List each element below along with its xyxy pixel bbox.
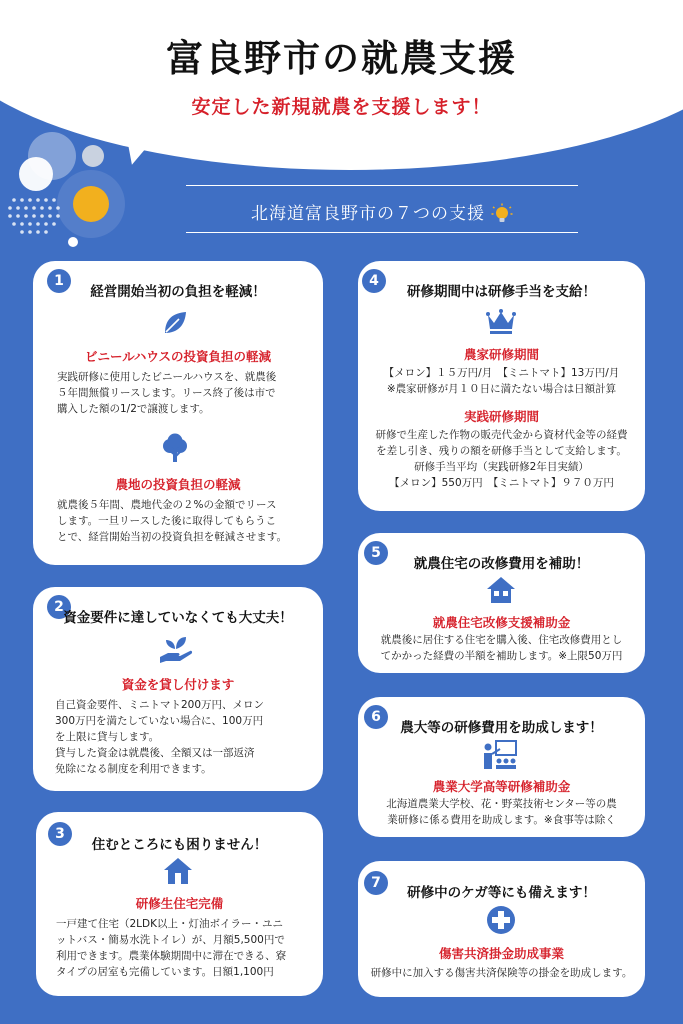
- body-line: てかかった経費の半額を補助します。※上限50万円: [380, 650, 623, 662]
- tree-icon: [160, 433, 190, 465]
- page-title: 富良野市の就農支援: [166, 37, 517, 80]
- body-line: 貸与した資金は就農後、全額又は一部返済: [55, 747, 255, 759]
- card-title: 就農住宅の改修費用を補助！: [413, 556, 590, 572]
- body-line: 利用できます。農業体験期間中に滞在できる、寮: [56, 950, 287, 962]
- body-line: ５年間無償リースします。リース終了後は市で: [57, 387, 276, 399]
- body-line: 一戸建て住宅（2LDK以上・灯油ボイラー・ユニ: [56, 918, 284, 930]
- card-body: [362, 796, 641, 828]
- body-line: タイプの居室も完備しています。日額1,100円: [56, 966, 274, 978]
- section-heading: [186, 199, 578, 225]
- body-line: 【メロン】550万円 【ミニトマト】９７０万円: [389, 477, 614, 489]
- body-line: ットバス・簡易水洗トイレ）が、月額5,500円で: [56, 934, 285, 946]
- lecture-icon: [482, 739, 518, 771]
- body-line: とで、経営開始当初の投資負担を軽減させます。: [57, 531, 287, 543]
- body-line: 研修中に加入する傷害共済保険等の掛金を助成します。: [370, 967, 633, 979]
- body-line: 就農後５年間、農地代金の２%の金額でリース: [57, 499, 277, 511]
- body-line: ※農家研修が月１０日に満たない場合は日額計算: [386, 383, 617, 395]
- body-line: 業研修に係る費用を助成します。※食事等は除く: [387, 814, 616, 826]
- card-number-badge: 4: [362, 269, 386, 293]
- heading-line-top: [186, 185, 578, 186]
- body-line: 実践研修に使用したビニールハウスを、就農後: [57, 371, 277, 383]
- hand-plant-icon: [158, 631, 194, 665]
- card-body: [56, 916, 320, 980]
- body-line: 購入した額の1/2で譲渡します。: [57, 403, 210, 415]
- card-body: [55, 697, 317, 777]
- card-subheading: ビニールハウスの投資負担の軽減: [84, 349, 271, 364]
- body-line: 研修で生産した作物の販売代金から資材代金等の経費: [375, 429, 628, 441]
- card-number-badge: 5: [364, 541, 388, 565]
- support-card-4: [358, 261, 645, 511]
- card-body: [362, 632, 641, 664]
- card-number-badge: 1: [47, 269, 71, 293]
- body-line: 就農後に居住する住宅を購入後、住宅改修費用とし: [380, 634, 623, 646]
- page-subtitle: 安定した新規就農を支援します！: [191, 96, 492, 118]
- card-subheading: 実践研修期間: [463, 409, 539, 424]
- house-icon: [162, 856, 194, 886]
- card-number-badge: 2: [47, 595, 71, 619]
- card-title: 資金要件に達していなくても大丈夫！: [63, 610, 293, 626]
- card-title: 住むところにも困りません！: [91, 837, 268, 853]
- section-heading-text: 北海道富良野市の７つの支援: [251, 204, 485, 224]
- card-body: [362, 365, 641, 397]
- home-icon: [485, 575, 517, 605]
- card-number-badge: 6: [364, 705, 388, 729]
- support-card-2: [33, 587, 323, 791]
- support-card-1: [33, 261, 323, 565]
- crown-icon: [485, 307, 517, 335]
- support-card-7: [358, 861, 645, 997]
- body-line: 300万円を満たしていない場合に、100万円: [55, 715, 264, 727]
- support-card-5: [358, 533, 645, 673]
- medical-cross-icon: [486, 905, 516, 935]
- body-line: 研修手当平均（実践研修2年目実績）: [414, 461, 589, 473]
- leaf-icon: [161, 309, 189, 337]
- heading-line-bottom: [186, 232, 578, 233]
- body-line: 北海道農業大学校、花・野菜技術センター等の農: [386, 798, 617, 810]
- body-line: を差し引き、残りの額を研修手当として支給します。: [376, 445, 627, 457]
- support-card-3: [36, 812, 323, 996]
- card-subheading: 農地の投資負担の軽減: [115, 477, 241, 492]
- card-subheading: 就農住宅改修支援補助金: [432, 615, 571, 630]
- card-body: [362, 427, 641, 491]
- card-body: [57, 369, 317, 417]
- lightbulb-icon: [491, 203, 513, 225]
- body-line: 自己資金要件、ミニトマト200万円、メロン: [55, 699, 265, 711]
- card-subheading: 傷害共済掛金助成事業: [438, 946, 564, 961]
- card-subheading: 研修生住宅完備: [135, 896, 224, 911]
- card-body: [57, 497, 319, 545]
- body-line: 【メロン】１５万円/月 【ミニトマト】13万円/月: [383, 367, 620, 379]
- card-subheading: 農業大学高等研修補助金: [432, 779, 571, 794]
- card-title: 研修中のケガ等にも備えます！: [407, 885, 596, 901]
- card-title: 農大等の研修費用を助成します！: [400, 720, 603, 736]
- body-line: します。一旦リースした後に取得してもらうこ: [57, 515, 277, 527]
- card-number-badge: 3: [48, 822, 72, 846]
- card-subheading: 資金を貸し付けます: [121, 677, 235, 692]
- decorative-circles: [0, 120, 150, 260]
- body-line: 免除になる制度を利用できます。: [55, 763, 212, 775]
- card-title: 研修期間中は研修手当を支給！: [407, 284, 596, 300]
- support-card-6: [358, 697, 645, 837]
- card-subheading: 農家研修期間: [463, 347, 539, 362]
- body-line: を上限に貸与します。: [55, 731, 160, 743]
- card-number-badge: 7: [364, 871, 388, 895]
- card-body: [362, 965, 641, 981]
- card-title: 経営開始当初の負担を軽減！: [90, 284, 266, 300]
